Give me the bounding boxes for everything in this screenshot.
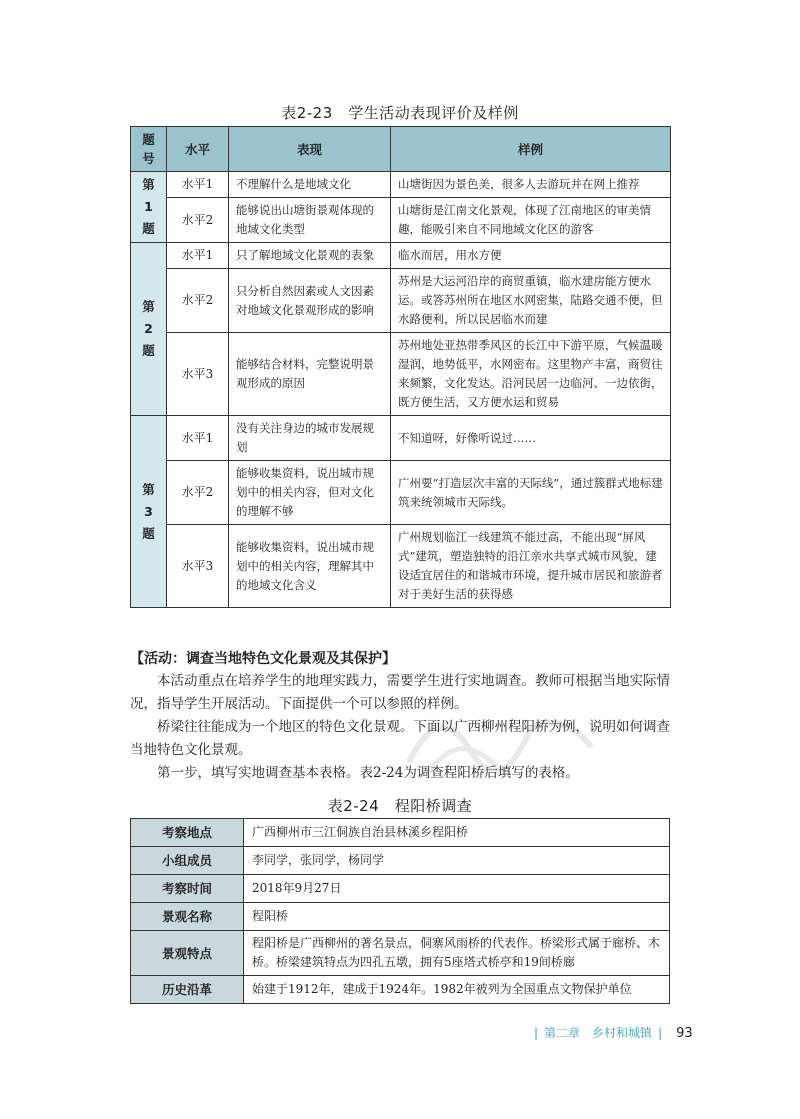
table-row xyxy=(131,903,670,931)
level-cell: 水平1 xyxy=(167,172,229,198)
row-label: 景观名称 xyxy=(131,903,244,931)
performance-cell: 不理解什么是地域文化 xyxy=(229,172,391,198)
level-cell: 水平2 xyxy=(167,198,229,243)
table-row xyxy=(131,243,671,269)
table-row xyxy=(131,976,670,1004)
footer-divider: | xyxy=(534,1026,539,1040)
performance-cell: 能够结合材料，完整说明景观形成的原因 xyxy=(229,333,391,416)
question-3-label: 第 3 题 xyxy=(131,416,167,608)
performance-cell: 能够收集资料，说出城市规划中的相关内容，理解其中的地域文化含义 xyxy=(229,525,391,608)
level-cell: 水平1 xyxy=(167,416,229,461)
row-label: 景观特点 xyxy=(131,931,244,976)
table-row xyxy=(131,172,671,198)
row-label: 小组成员 xyxy=(131,847,244,875)
row-value: 始建于1912年，建成于1924年。1982年被列为全国重点文物保护单位 xyxy=(244,976,670,1004)
level-cell: 水平2 xyxy=(167,461,229,525)
survey-table xyxy=(130,818,670,1004)
header-question: 题号 xyxy=(131,127,167,172)
row-label: 历史沿革 xyxy=(131,976,244,1004)
row-value: 李同学，张同学，杨同学 xyxy=(244,847,670,875)
row-label: 考察时间 xyxy=(131,875,244,903)
page-footer xyxy=(528,1024,693,1041)
sample-cell: 临水而居，用水方便 xyxy=(391,243,671,269)
footer-divider: | xyxy=(658,1026,663,1040)
table-2-23-title: 表2-23 学生活动表现评价及样例 xyxy=(281,104,519,122)
question-2-label: 第 2 题 xyxy=(131,243,167,416)
sample-cell: 山塘街因为景色美，很多人去游玩并在网上推荐 xyxy=(391,172,671,198)
table-row xyxy=(131,198,671,243)
level-cell: 水平3 xyxy=(167,333,229,416)
row-value: 2018年9月27日 xyxy=(244,875,670,903)
activity-heading: 【活动：调查当地特色文化景观及其保护】 xyxy=(130,651,396,667)
sample-cell: 广州要“打造层次丰富的天际线”，通过簇群式地标建筑来统领城市天际线。 xyxy=(391,461,671,525)
table-row xyxy=(131,525,671,608)
row-value: 广西柳州市三江侗族自治县林溪乡程阳桥 xyxy=(244,819,670,847)
chapter-label: 第二章 乡村和城镇 xyxy=(544,1026,653,1040)
table-2-24-title: 表2-24 程阳桥调查 xyxy=(327,797,473,815)
table-row xyxy=(131,416,671,461)
table-row xyxy=(131,875,670,903)
page-number: 93 xyxy=(676,1026,693,1041)
performance-cell: 能够说出山塘街景观体现的地域文化类型 xyxy=(229,198,391,243)
row-value: 程阳桥 xyxy=(244,903,670,931)
performance-cell: 只分析自然因素或人文因素对地域文化景观形成的影响 xyxy=(229,269,391,333)
sample-cell: 苏州地处亚热带季风区的长江中下游平原，气候温暖湿润，地势低平，水网密布。这里物产丰富，商贸往来频繁，文化发达。沿河民居一边临河、一边依街，既方便生活，又方便水运和贸易 xyxy=(391,333,671,416)
table-row xyxy=(131,819,670,847)
table-row xyxy=(131,931,670,976)
sample-cell: 广州规划临江一线建筑不能过高，不能出现“屏风式”建筑，塑造独特的沿江亲水共享式城市风貌，建设适宜居住的和谐城市环境，提升城市居民和旅游者对于美好生活的获得感 xyxy=(391,525,671,608)
activity-paragraph: 本活动重点在培养学生的地理实践力，需要学生进行实地调查。教师可根据当地实际情况，指导学生开展活动。下面提供一个可以参照的样例。 xyxy=(130,673,670,712)
table-row xyxy=(131,269,671,333)
table-row xyxy=(131,461,671,525)
level-cell: 水平1 xyxy=(167,243,229,269)
evaluation-table xyxy=(130,126,671,608)
header-level: 水平 xyxy=(167,127,229,172)
header-sample: 样例 xyxy=(391,127,671,172)
table-row xyxy=(131,333,671,416)
activity-paragraph: 第一步，填写实地调查基本表格。表2-24为调查程阳桥后填写的表格。 xyxy=(157,765,579,781)
activity-paragraph: 桥梁往往能成为一个地区的特色文化景观。下面以广西柳州程阳桥为例，说明如何调查当地特色文化景观。 xyxy=(130,719,670,758)
level-cell: 水平2 xyxy=(167,269,229,333)
performance-cell: 能够收集资料，说出城市规划中的相关内容，但对文化的理解不够 xyxy=(229,461,391,525)
sample-cell: 山塘街是江南文化景观，体现了江南地区的审美情趣，能吸引来自不同地域文化区的游客 xyxy=(391,198,671,243)
row-label: 考察地点 xyxy=(131,819,244,847)
publisher-watermark xyxy=(400,690,600,780)
header-performance: 表现 xyxy=(229,127,391,172)
table-row xyxy=(131,847,670,875)
performance-cell: 没有关注身边的城市发展规划 xyxy=(229,416,391,461)
level-cell: 水平3 xyxy=(167,525,229,608)
table-header-row xyxy=(131,127,671,172)
sample-cell: 不知道呀，好像听说过…… xyxy=(391,416,671,461)
row-value: 程阳桥是广西柳州的著名景点，侗寨风雨桥的代表作。桥梁形式属于廊桥、木桥。桥梁建筑特点为四孔五墩，拥有5座塔式桥亭和19间桥廊 xyxy=(244,931,670,976)
sample-cell: 苏州是大运河沿岸的商贸重镇，临水建房能方便水运。或答苏州所在地区水网密集，陆路交通不便，但水路便利，所以民居临水而建 xyxy=(391,269,671,333)
performance-cell: 只了解地域文化景观的表象 xyxy=(229,243,391,269)
question-1-label: 第 1 题 xyxy=(131,172,167,243)
